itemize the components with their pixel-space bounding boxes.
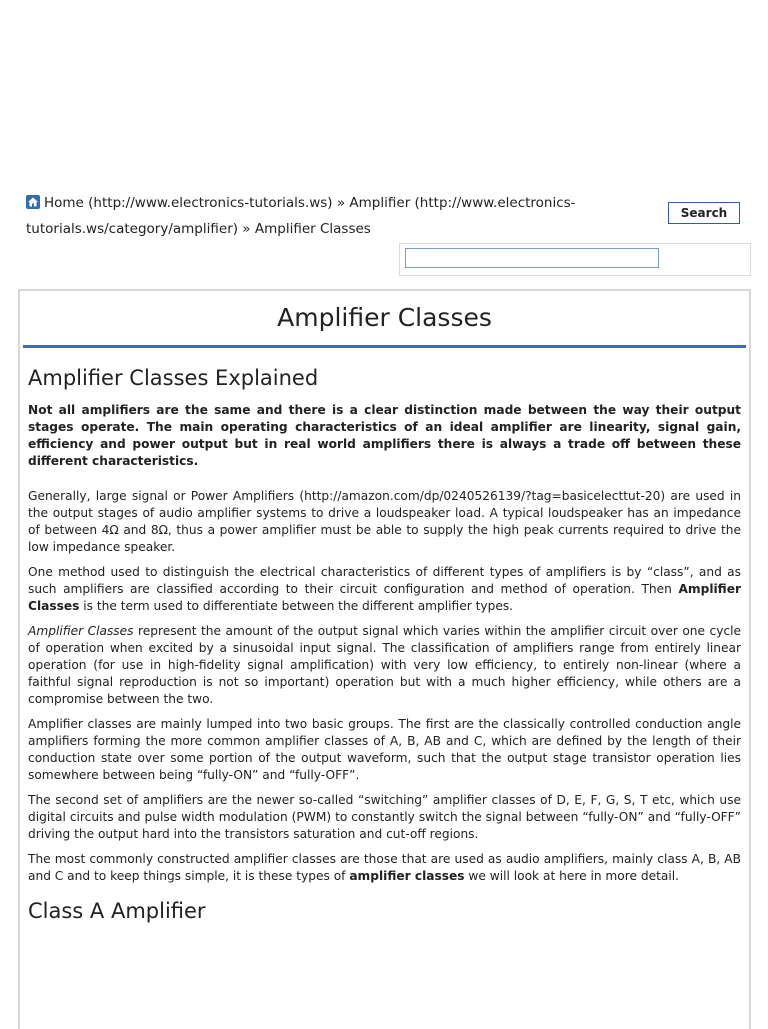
home-icon[interactable]	[26, 195, 40, 209]
italic-term: Amplifier Classes	[28, 624, 134, 638]
breadcrumb-separator: »	[238, 221, 255, 237]
search-button[interactable]: Search	[668, 202, 740, 224]
search-box	[399, 243, 751, 276]
breadcrumb-separator: »	[332, 195, 350, 211]
article-content	[20, 366, 749, 923]
paragraph: The most commonly constructed amplifier classes are those that are used as audio amplifiers, mainly class A, B, AB and C and to keep things simple, it is these types of amplifier classes we will look at here in more detail.	[28, 852, 741, 883]
paragraph: One method used to distinguish the electrical characteristics of different types of amplifiers is by “class”, and as such amplifiers are classified according to their circuit configuration and method of operation. Then Amplifier Classes is the term used to differentiate between the different amplifier types.	[28, 565, 741, 613]
section-heading: Class A Amplifier	[28, 899, 206, 923]
breadcrumb-amplifier-link[interactable]: Amplifier (http://www.electronics-tutorials.ws/category/amplifier)	[26, 195, 576, 237]
paragraph: Generally, large signal or Power Amplifiers (http://amazon.com/dp/0240526139/?tag=basicelecttut-20) are used in the output stages of audio amplifier systems to drive a loudspeaker load. A typical loudspeaker has an impedance of between 4Ω and 8Ω, thus a power amplifier must be able to supply the high peak currents required to drive the low impedance speaker.	[28, 489, 741, 554]
breadcrumb	[26, 190, 586, 242]
article	[18, 289, 751, 1029]
page-title: Amplifier Classes	[23, 291, 746, 348]
lead-paragraph: Not all amplifiers are the same and there is a clear distinction made between the way their output stages operate. The main operating characteristics of an ideal amplifier are linearity, signal gain, efficiency and power output but in real world amplifiers there is always a trade off between these different characteristics.	[28, 403, 741, 468]
bold-term: Amplifier Classes	[28, 582, 741, 613]
section-heading: Amplifier Classes Explained	[28, 366, 319, 390]
breadcrumb-current: Amplifier Classes	[254, 221, 371, 237]
paragraph: The second set of amplifiers are the newer so-called “switching” amplifier classes of D, E, F, G, S, T etc, which use digital circuits and pulse width modulation (PWM) to constantly switch the signal between “fully-ON” and “fully-OFF” driving the output hard into the transistors saturation and cut-off regions.	[28, 793, 741, 841]
search-input[interactable]	[405, 248, 659, 268]
paragraph: Amplifier Classes represent the amount of the output signal which varies within the amplifier circuit over one cycle of operation when excited by a sinusoidal input signal. The classification of amplifiers range from entirely linear operation (for use in high-fidelity signal amplification) with very low efficiency, to entirely non-linear (where a faithful signal reproduction is not so important) operation but with a much higher efficiency, while others are a compromise between the two.	[28, 624, 741, 706]
bold-term: amplifier classes	[349, 869, 465, 883]
paragraph: Amplifier classes are mainly lumped into two basic groups. The first are the classically controlled conduction angle amplifiers forming the more common amplifier classes of A, B, AB and C, which are defined by the length of their conduction state over some portion of the output waveform, such that the output stage transistor operation lies somewhere between being “fully-ON” and “fully-OFF”.	[28, 717, 741, 782]
breadcrumb-home-link[interactable]: Home (http://www.electronics-tutorials.ws)	[44, 195, 333, 211]
